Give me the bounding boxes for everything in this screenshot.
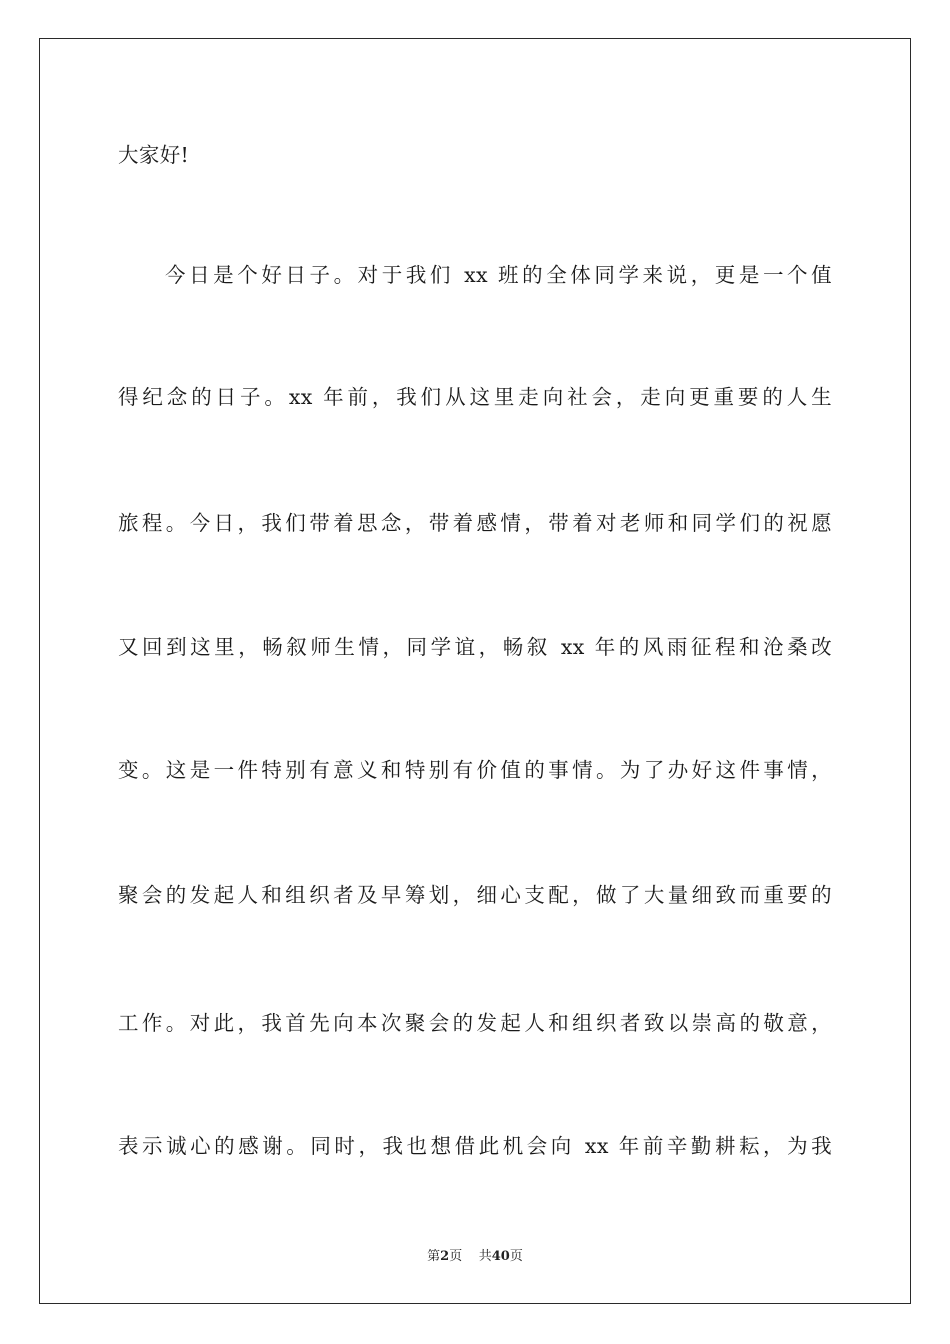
- paragraph-line-5: 变。这是一件特别有意义和特别有价值的事情。为了办好这件事情，: [118, 758, 832, 782]
- paragraph-line-8: 表示诚心的感谢。同时，我也想借此机会向 xx 年前辛勤耕耘，为我: [118, 1134, 832, 1158]
- page-border: [39, 38, 911, 1304]
- page-suffix: 页: [449, 1249, 463, 1264]
- page-prefix: 第: [427, 1249, 441, 1264]
- paragraph-line-4: 又回到这里，畅叙师生情，同学谊，畅叙 xx 年的风雨征程和沧桑改: [118, 635, 832, 659]
- paragraph-line-2: 得纪念的日子。xx 年前，我们从这里走向社会，走向更重要的人生: [118, 385, 832, 409]
- paragraph-line-3: 旅程。今日，我们带着思念，带着感情，带着对老师和同学们的祝愿: [118, 511, 832, 535]
- greeting-line: 大家好!: [118, 143, 190, 167]
- paragraph-line-7: 工作。对此，我首先向本次聚会的发起人和组织者致以崇高的敬意，: [118, 1011, 832, 1035]
- total-prefix: 共: [478, 1249, 492, 1264]
- page-number: 2: [440, 1249, 450, 1264]
- total-pages: 40: [491, 1249, 510, 1264]
- total-suffix: 页: [509, 1249, 523, 1264]
- paragraph-line-6: 聚会的发起人和组织者及早筹划，细心支配，做了大量细致而重要的: [118, 883, 832, 907]
- page-footer: [0, 1248, 950, 1266]
- paragraph-line-1: 今日是个好日子。对于我们 xx 班的全体同学来说，更是一个值: [165, 263, 832, 287]
